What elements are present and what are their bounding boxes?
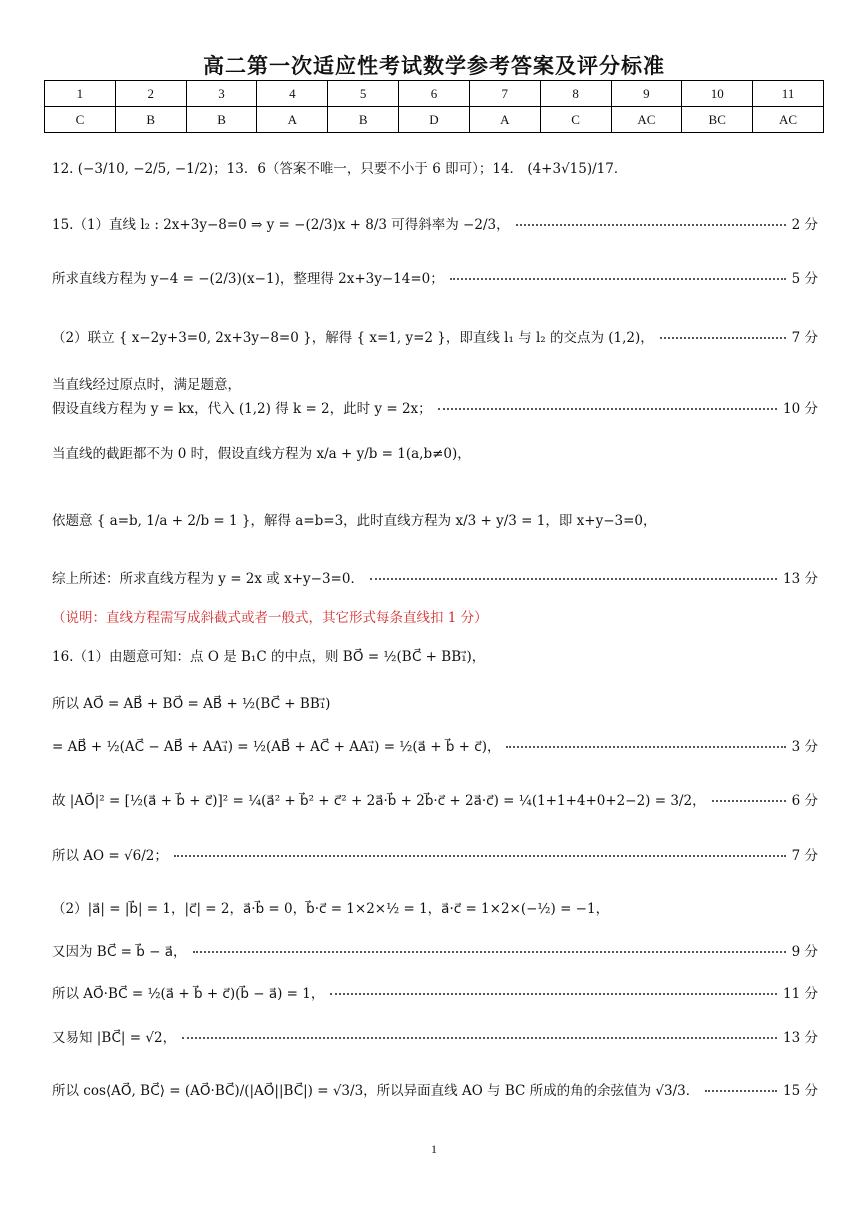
- answer-cell: C: [540, 107, 611, 133]
- question-number: 9: [611, 81, 682, 107]
- answer-cell: B: [328, 107, 399, 133]
- answer-cell: AC: [753, 107, 824, 133]
- solution-text: 所以 cos⟨AO⃗, BC⃗⟩ = (AO⃗·BC⃗)/(|AO⃗||BC⃗|) = √3/3，所以异面直线 AO 与 BC 所成的角的余弦值为 √3/3．: [52, 1083, 700, 1099]
- answer-cell: B: [186, 107, 257, 133]
- answer-cell: C: [45, 107, 116, 133]
- answer-table-number-row: [45, 81, 824, 107]
- question-number: 4: [257, 81, 328, 107]
- solution-line: [52, 845, 818, 867]
- dot-leader: [370, 578, 777, 580]
- solution-line: [52, 736, 818, 758]
- solution-text: 综上所述：所求直线方程为 y = 2x 或 x+y−3=0．: [52, 571, 364, 587]
- dot-leader: [705, 1090, 777, 1092]
- score-label: 13 分: [783, 1030, 818, 1046]
- score-label: 7 分: [791, 330, 818, 346]
- solution-line: [52, 1080, 818, 1102]
- answer-cell: B: [115, 107, 186, 133]
- solution-line: 所以 AO⃗ = AB⃗ + BO⃗ = AB⃗ + ½(BC⃗ + BB₁⃗): [52, 696, 331, 712]
- solution-text: 又易知 |BC⃗| = √2，: [52, 1030, 177, 1046]
- grading-note: （说明：直线方程需写成斜截式或者一般式，其它形式每条直线扣 1 分）: [52, 610, 488, 626]
- solution-line: [52, 1027, 818, 1049]
- page-title: 高二第一次适应性考试数学参考答案及评分标准: [203, 53, 665, 78]
- solution-line: [52, 568, 818, 590]
- answer-cell: A: [469, 107, 540, 133]
- dot-leader: [438, 408, 777, 410]
- score-label: 15 分: [783, 1083, 818, 1099]
- question-number: 1: [45, 81, 116, 107]
- solution-line: [52, 214, 818, 236]
- question-number: 3: [186, 81, 257, 107]
- solution-line: [52, 268, 818, 290]
- answer-cell: D: [399, 107, 470, 133]
- fill-in-answers: 12. (−3/10, −2/5, −1/2)；13．6（答案不唯一，只要不小于 6 即可）；14． (4+3√15)/17．: [52, 161, 628, 177]
- solution-line: 当直线的截距都不为 0 时，假设直线方程为 x/a + y/b = 1(a,b≠0)，: [52, 446, 471, 462]
- solution-line: 16.（1）由题意可知：点 O 是 B₁C 的中点，则 BO⃗ = ½(BC⃗ + BB₁⃗)，: [52, 649, 486, 665]
- dot-leader: [506, 746, 785, 748]
- solution-line: [52, 983, 818, 1005]
- dot-leader: [712, 800, 786, 802]
- answer-cell: AC: [611, 107, 682, 133]
- solution-text: 所以 AO⃗·BC⃗ = ½(a⃗ + b⃗ + c⃗)(b⃗ − a⃗) = 1，: [52, 986, 325, 1002]
- solution-text: 15.（1）直线 l₂ : 2x+3y−8=0 ⇒ y = −(2/3)x + 8/3 可得斜率为 −2/3，: [52, 217, 510, 233]
- answer-cell: A: [257, 107, 328, 133]
- solution-text: 所求直线方程为 y−4 = −(2/3)(x−1)，整理得 2x+3y−14=0；: [52, 271, 444, 287]
- question-number: 7: [469, 81, 540, 107]
- solution-line: [52, 327, 818, 349]
- score-label: 7 分: [791, 848, 818, 864]
- dot-leader: [330, 993, 777, 995]
- score-label: 9 分: [791, 944, 818, 960]
- dot-leader: [174, 855, 786, 857]
- question-number: 5: [328, 81, 399, 107]
- solution-line: 当直线经过原点时，满足题意，: [52, 377, 241, 393]
- solution-line: [52, 398, 818, 420]
- question-number: 10: [682, 81, 753, 107]
- dot-leader: [516, 224, 786, 226]
- solution-text: 所以 AO = √6/2；: [52, 848, 168, 864]
- solution-text: （2）联立 { x−2y+3=0, 2x+3y−8=0 }，解得 { x=1, y=2 }，即直线 l₁ 与 l₂ 的交点为 (1,2)，: [52, 330, 654, 346]
- page-number: 1: [431, 1142, 437, 1156]
- solution-text: 假设直线方程为 y = kx，代入 (1,2) 得 k = 2，此时 y = 2x；: [52, 401, 432, 417]
- score-label: 2 分: [791, 217, 818, 233]
- answer-cell: BC: [682, 107, 753, 133]
- dot-leader: [193, 951, 786, 953]
- answer-table-answer-row: [45, 107, 824, 133]
- dot-leader: [660, 337, 786, 339]
- answer-table: [44, 80, 824, 133]
- question-number: 2: [115, 81, 186, 107]
- solution-line: [52, 790, 818, 812]
- question-number: 11: [753, 81, 824, 107]
- score-label: 10 分: [783, 401, 818, 417]
- score-label: 3 分: [791, 739, 818, 755]
- score-label: 13 分: [783, 571, 818, 587]
- solution-line: [52, 941, 818, 963]
- solution-line: （2）|a⃗| = |b⃗| = 1，|c⃗| = 2，a⃗·b⃗ = 0，b⃗·c⃗ = 1×2×½ = 1，a⃗·c⃗ = 1×2×(−½) = −1，: [52, 901, 610, 917]
- solution-text: 故 |AO⃗|² = [½(a⃗ + b⃗ + c⃗)]² = ¼(a⃗² + b⃗² + c⃗² + 2a⃗·b⃗ + 2b⃗·c⃗ + 2a⃗·c⃗) = ¼(1+1+4+0+2−2) = 3/2，: [52, 793, 706, 809]
- score-label: 5 分: [791, 271, 818, 287]
- score-label: 6 分: [791, 793, 818, 809]
- score-label: 11 分: [783, 986, 818, 1002]
- solution-text: = AB⃗ + ½(AC⃗ − AB⃗ + AA₁⃗) = ½(AB⃗ + AC⃗ + AA₁⃗) = ½(a⃗ + b⃗ + c⃗)，: [52, 739, 501, 755]
- solution-line: 依题意 { a=b, 1/a + 2/b = 1 }，解得 a=b=3，此时直线方程为 x/3 + y/3 = 1，即 x+y−3=0，: [52, 513, 657, 529]
- question-number: 8: [540, 81, 611, 107]
- solution-text: 又因为 BC⃗ = b⃗ − a⃗，: [52, 944, 187, 960]
- dot-leader: [182, 1037, 777, 1039]
- question-number: 6: [399, 81, 470, 107]
- dot-leader: [450, 278, 786, 280]
